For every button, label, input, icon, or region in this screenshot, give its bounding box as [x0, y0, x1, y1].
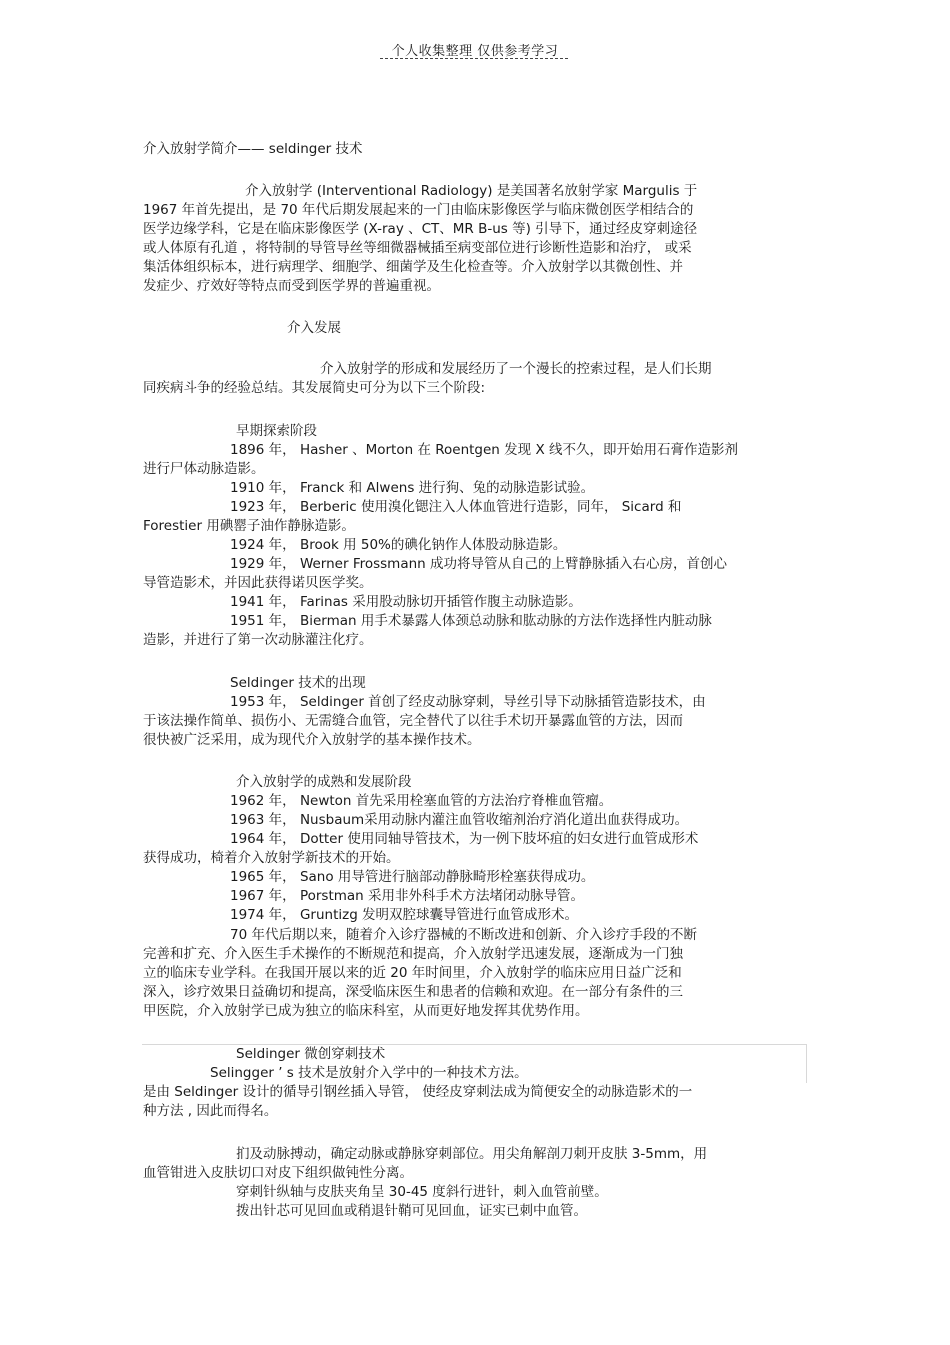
stage3-line: 1965 年， Sano 用导管进行脑部动静脉畸形栓塞获得成功。: [230, 869, 595, 885]
document-title: 介入放射学简介—— seldinger 技术: [143, 141, 363, 157]
seldinger-line: 种方法 , 因此而得名。: [143, 1103, 278, 1119]
stage3-line: 70 年代后期以来，随着介入诊疗器械的不断改进和创新、介入诊疗手段的不断: [230, 927, 697, 943]
stage3-line: 甲医院，介入放射学已成为独立的临床科室，从而更好地发挥其优势作用。: [143, 1003, 589, 1019]
intro-line: 或人体原有孔道 ，将特制的导管导丝等细微器械插至病变部位进行诊断性造影和治疗， 或采: [143, 240, 692, 256]
stage3-line: 获得成功，椅着介入放射学新技术的开始。: [143, 850, 400, 866]
intro-line: 集活体组织标本，进行病理学、细胞学、细菌学及生化检查等。介入放射学以其微创性、并: [143, 259, 683, 275]
stage1-line: 1941 年， Farinas 采用股动脉切开插管作腹主动脉造影。: [230, 594, 582, 610]
stage2-line: 1953 年， Seldinger 首创了经皮动脉穿刺，导丝引导下动脉插管造影技术，由: [230, 694, 706, 710]
section-heading-seldinger-puncture: Seldinger 微创穿刺技术: [236, 1046, 386, 1062]
dev-intro-line: 同疾病斗争的经验总结。其发展简史可分为以下三个阶段:: [143, 380, 486, 396]
procedure-step-line: 穿刺针纵轴与皮肤夹角呈 30-45 度斜行进针，刺入血管前壁。: [236, 1184, 608, 1200]
stage3-line: 1963 年， Nusbaum采用动脉内灌注血管收缩剂治疗消化道出血获得成功。: [230, 812, 689, 828]
seldinger-line: Selingger ’ s 技术是放射介入学中的一种技术方法。: [210, 1065, 528, 1081]
intro-line: 医学边缘学科，它是在临床影像医学 (X-ray 、CT、MR B-us 等) 引导下，通过经皮穿刺途径: [143, 221, 698, 237]
stage1-line: Forestier 用碘罂子油作静脉造影。: [143, 518, 355, 534]
section-heading-development: 介入发展: [287, 320, 341, 336]
stage3-line: 立的临床专业学科。在我国开展以来的近 20 年时间里，介入放射学的临床应用日益广泛和: [143, 965, 682, 981]
stage3-line: 深入，诊疗效果日益确切和提高，深受临床医生和患者的信赖和欢迎。在一部分有条件的三: [143, 984, 683, 1000]
seldinger-line: 是由 Seldinger 设计的循导引钢丝插入导管， 使经皮穿刺法成为简便安全的动脉造影术的一: [143, 1084, 693, 1100]
stage1-line: 进行尸体动脉造影。: [143, 461, 265, 477]
dev-intro-line: 介入放射学的形成和发展经历了一个漫长的控索过程，是人们长期: [320, 361, 712, 377]
header-divider: [380, 58, 568, 59]
intro-line: 介入放射学 (Interventional Radiology) 是美国著名放射学家 Margulis 于: [245, 183, 698, 199]
stage1-line: 1910 年， Franck 和 Alwens 进行狗、兔的动脉造影试验。: [230, 480, 595, 496]
page-header: 个人收集整理 仅供参考学习: [391, 44, 559, 59]
stage1-line: 1923 年， Berberic 使用溴化锶注入人体血管进行造影，同年， Sicard 和: [230, 499, 682, 515]
stage-heading-mature: 介入放射学的成熟和发展阶段: [236, 774, 412, 790]
stage3-line: 完善和扩充、介入医生手术操作的不断规范和提高，介入放射学迅速发展，逐渐成为一门独: [143, 946, 683, 962]
stage3-line: 1962 年， Newton 首先采用栓塞血管的方法治疗脊椎血管瘤。: [230, 793, 613, 809]
stage2-line: 很快被广泛采用，成为现代介入放射学的基本操作技术。: [143, 732, 481, 748]
stage3-line: 1967 年， Porstman 采用非外科手术方法堵闭动脉导管。: [230, 888, 585, 904]
stage-heading-seldinger: Seldinger 技术的出现: [230, 675, 366, 691]
stage1-line: 导管造影术，并因此获得诺贝医学奖。: [143, 575, 373, 591]
intro-line: 1967 年首先提出，是 70 年代后期发展起来的一门由临床影像医学与临床微创医学相结合的: [143, 202, 694, 218]
stage1-line: 1896 年， Hasher 、Morton 在 Roentgen 发现 X 线不久，即开始用石膏作造影剂: [230, 442, 738, 458]
stage2-line: 于该法操作简单、损伤小、无需缝合血管，完全替代了以往手术切开暴露血管的方法，因而: [143, 713, 683, 729]
stage1-line: 1924 年， Brook 用 50%的碘化钠作人体股动脉造影。: [230, 537, 567, 553]
stage3-line: 1974 年， Gruntizg 发明双腔球囊导管进行血管成形术。: [230, 907, 579, 923]
stage1-line: 1929 年， Werner Frossmann 成功将导管从自己的上臂静脉插入右心房，首创心: [230, 556, 728, 572]
stage-heading-early: 早期探索阶段: [236, 423, 317, 439]
stage1-line: 1951 年， Bierman 用手术暴露人体颈总动脉和肱动脉的方法作选择性内脏动脉: [230, 613, 712, 629]
intro-line: 发症少、疗效好等特点而受到医学界的普遍重视。: [143, 278, 440, 294]
procedure-step-line: 扪及动脉搏动，确定动脉或静脉穿刺部位。用尖角解剖刀刺开皮肤 3-5mm，用: [236, 1146, 708, 1162]
stage1-line: 造影，并进行了第一次动脉灌注化疗。: [143, 632, 373, 648]
stage3-line: 1964 年， Dotter 使用同轴导管技术，为一例下肢坏疽的妇女进行血管成形术: [230, 831, 699, 847]
procedure-step-line: 血管钳进入皮肤切口对皮下组织做钝性分离。: [143, 1165, 413, 1181]
procedure-step-line: 拨出针芯可见回血或稍退针鞘可见回血，证实已刺中血管。: [236, 1203, 587, 1219]
